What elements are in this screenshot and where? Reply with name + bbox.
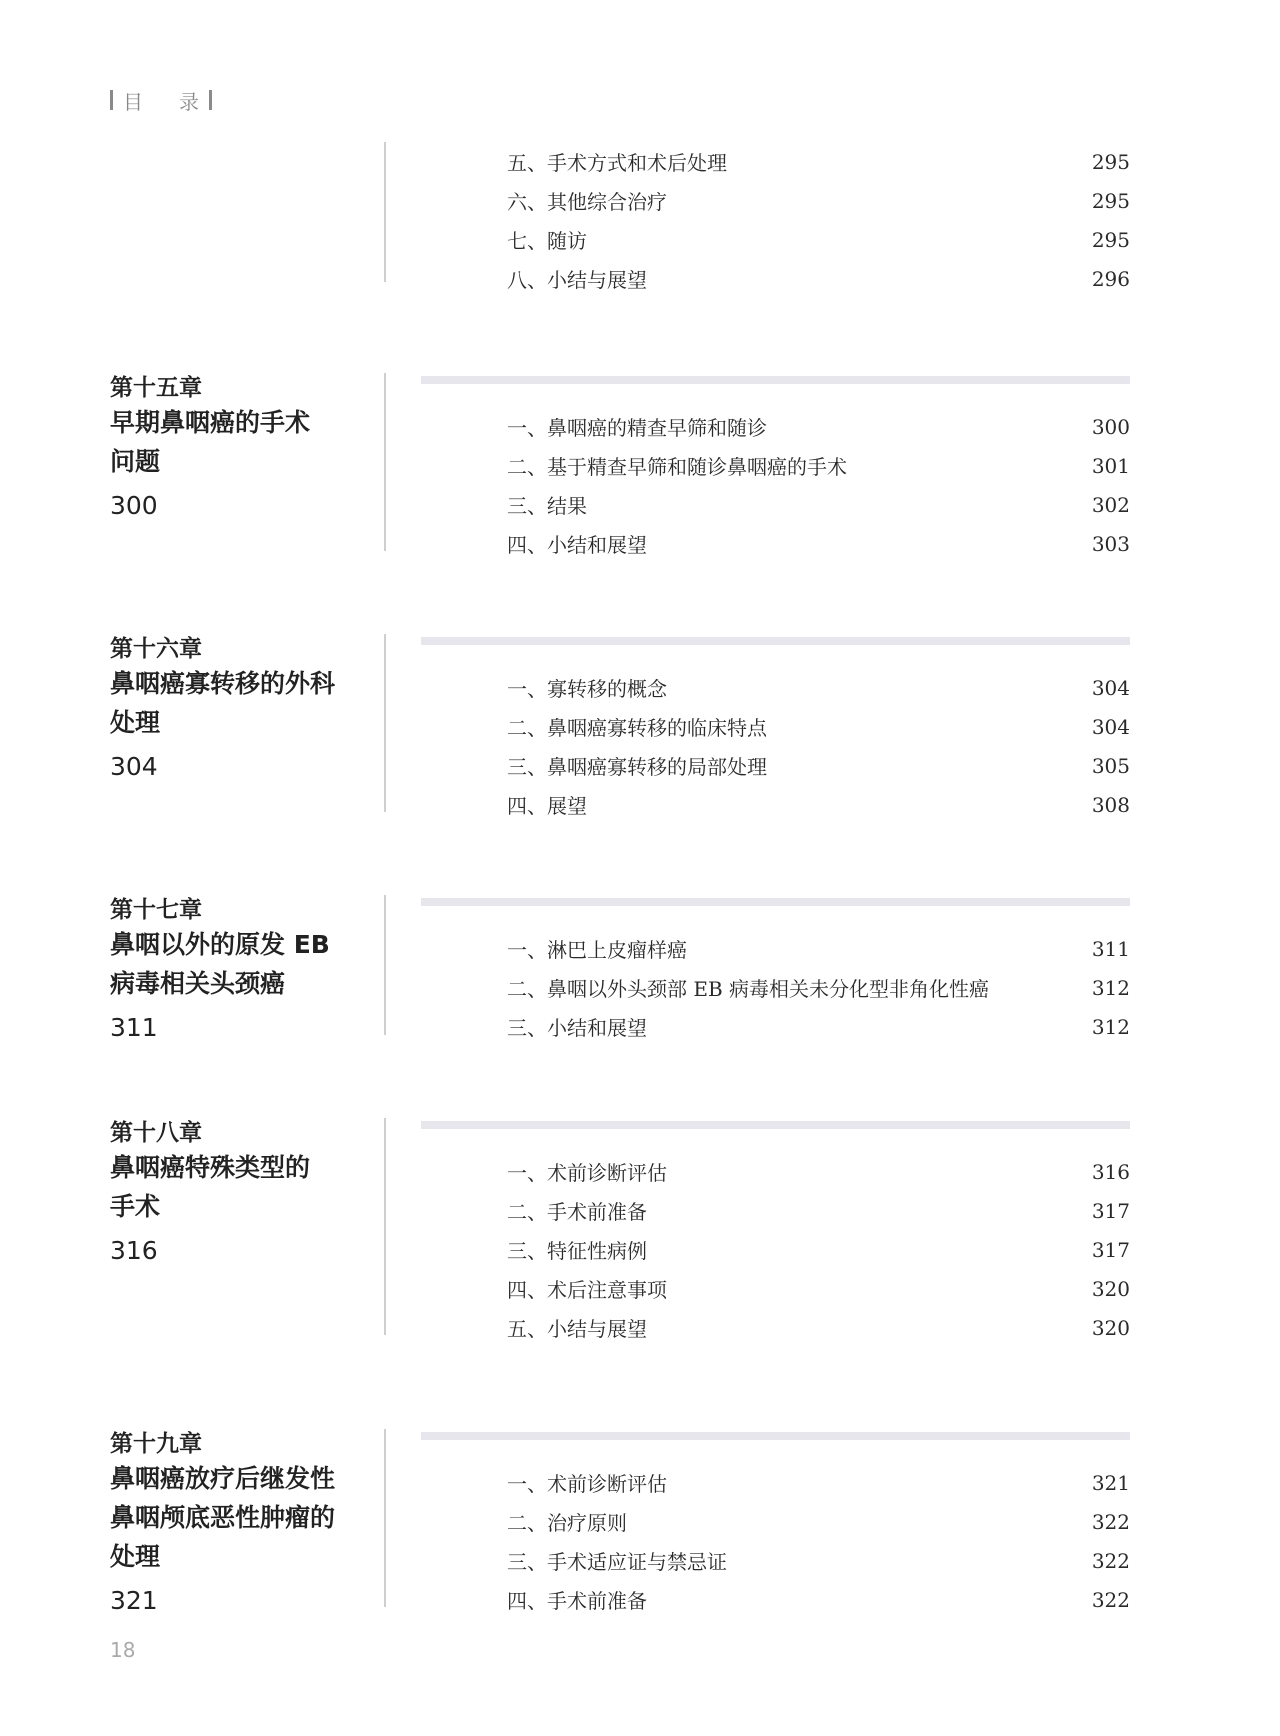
entry-page: 295 [1091,188,1130,213]
toc-entry[interactable] [507,485,1130,524]
toc-entry[interactable] [507,1007,1130,1046]
entry-page: 312 [1091,975,1130,1000]
header-bar-left [110,90,113,110]
toc-entry[interactable] [507,220,1130,259]
entry-label: 一、鼻咽癌的精查早筛和随诊 [507,416,767,440]
entry-label: 三、手术适应证与禁忌证 [507,1550,727,1574]
toc-entry[interactable] [507,524,1130,563]
toc-entry[interactable] [507,785,1130,824]
entry-label: 七、随访 [507,229,587,253]
toc-entry[interactable] [507,1580,1130,1619]
entry-page: 317 [1091,1237,1130,1262]
toc-header [110,86,212,114]
chapter-number: 第十九章 [110,1431,202,1457]
chapter-title-line: 鼻咽癌特殊类型的 [110,1153,311,1182]
entry-label: 五、手术方式和术后处理 [507,151,727,175]
chapter-page: 311 [110,1013,158,1042]
entry-label: 三、小结和展望 [507,1016,647,1040]
chapter-page: 321 [110,1586,158,1615]
toc-entry[interactable] [507,1191,1130,1230]
divider-line [384,1429,386,1607]
entry-page: 304 [1091,714,1130,739]
toc-entry[interactable] [507,259,1130,298]
entry-label: 一、术前诊断评估 [507,1161,667,1185]
entry-label: 三、结果 [507,494,587,518]
entry-list [507,142,1130,298]
entry-label: 四、展望 [507,794,587,818]
chapter-title-line: 鼻咽癌寡转移的外科 [110,669,336,698]
chapter-title-line: 鼻咽以外的原发 EB [110,930,330,959]
toc-entry[interactable] [507,746,1130,785]
section-bar [421,637,1130,645]
toc-entry[interactable] [507,707,1130,746]
toc-entry[interactable] [507,929,1130,968]
chapter-title-line: 处理 [110,1542,161,1571]
entry-label: 四、手术前准备 [507,1589,647,1613]
section-bar [421,376,1130,384]
chapter-number: 第十八章 [110,1120,202,1146]
entry-list [507,407,1130,563]
toc-entry[interactable] [507,1502,1130,1541]
chapter-page: 316 [110,1236,158,1265]
entry-page: 303 [1091,531,1130,556]
entry-label: 二、治疗原则 [507,1511,627,1535]
header-text-right: 录 [179,89,199,114]
chapter-number: 第十七章 [110,897,202,923]
toc-entry[interactable] [507,668,1130,707]
entry-label: 五、小结与展望 [507,1317,647,1341]
divider-line [384,142,386,282]
entry-page: 304 [1091,675,1130,700]
header-text-left: 目 [123,89,143,114]
entry-page: 305 [1091,753,1130,778]
section-bar [421,1432,1130,1440]
chapter-heading[interactable] [110,895,380,1043]
entry-page: 311 [1091,936,1130,961]
chapter-title-line: 病毒相关头颈癌 [110,969,286,998]
entry-label: 一、淋巴上皮瘤样癌 [507,938,687,962]
entry-page: 321 [1091,1470,1130,1495]
chapter-heading[interactable] [110,373,380,521]
entry-list [507,1152,1130,1347]
toc-entry[interactable] [507,968,1130,1007]
entry-label: 二、鼻咽癌寡转移的临床特点 [507,716,767,740]
entry-page: 302 [1091,492,1130,517]
entry-label: 二、鼻咽以外头颈部 EB 病毒相关未分化型非角化性癌 [507,977,990,1001]
chapter-title-line: 处理 [110,708,161,737]
entry-page: 312 [1091,1014,1130,1039]
entry-label: 二、手术前准备 [507,1200,647,1224]
toc-entry[interactable] [507,1463,1130,1502]
chapter-title-line: 鼻咽颅底恶性肿瘤的 [110,1503,336,1532]
toc-entry[interactable] [507,446,1130,485]
toc-entry[interactable] [507,1230,1130,1269]
entry-label: 三、鼻咽癌寡转移的局部处理 [507,755,767,779]
entry-label: 四、小结和展望 [507,533,647,557]
divider-line [384,634,386,812]
entry-list [507,668,1130,824]
entry-label: 六、其他综合治疗 [507,190,667,214]
chapter-title-line: 问题 [110,447,161,476]
toc-entry[interactable] [507,1152,1130,1191]
toc-entry[interactable] [507,407,1130,446]
entry-page: 295 [1091,227,1130,252]
entry-label: 四、术后注意事项 [507,1278,667,1302]
chapter-heading[interactable] [110,1429,380,1616]
chapter-page: 300 [110,491,158,520]
chapter-title-line: 鼻咽癌放疗后继发性 [110,1464,336,1493]
entry-page: 322 [1091,1587,1130,1612]
entry-list [507,1463,1130,1619]
chapter-heading[interactable] [110,634,380,782]
entry-label: 一、寡转移的概念 [507,677,667,701]
toc-entry[interactable] [507,1541,1130,1580]
toc-entry[interactable] [507,142,1130,181]
chapter-number: 第十六章 [110,636,202,662]
chapter-number: 第十五章 [110,375,202,401]
divider-line [384,1118,386,1335]
entry-page: 322 [1091,1548,1130,1573]
entry-page: 295 [1091,149,1130,174]
divider-line [384,895,386,1035]
entry-page: 320 [1091,1276,1130,1301]
section-bar [421,1121,1130,1129]
toc-entry[interactable] [507,1269,1130,1308]
entry-page: 300 [1091,414,1130,439]
entry-page: 308 [1091,792,1130,817]
entry-page: 317 [1091,1198,1130,1223]
chapter-title-line: 早期鼻咽癌的手术 [110,408,311,437]
chapter-heading[interactable] [110,1118,380,1266]
entry-label: 三、特征性病例 [507,1239,647,1263]
entry-page: 320 [1091,1315,1130,1340]
entry-page: 296 [1091,266,1130,291]
entry-page: 301 [1091,453,1130,478]
header-bar-right [209,90,212,110]
entry-label: 二、基于精查早筛和随诊鼻咽癌的手术 [507,455,847,479]
entry-list [507,929,1130,1046]
chapter-title-line: 手术 [110,1192,161,1221]
entry-label: 八、小结与展望 [507,268,647,292]
chapter-page: 304 [110,752,158,781]
toc-entry[interactable] [507,181,1130,220]
section-bar [421,898,1130,906]
entry-page: 316 [1091,1159,1130,1184]
entry-label: 一、术前诊断评估 [507,1472,667,1496]
divider-line [384,373,386,551]
toc-entry[interactable] [507,1308,1130,1347]
page-number: 18 [110,1638,136,1662]
entry-page: 322 [1091,1509,1130,1534]
